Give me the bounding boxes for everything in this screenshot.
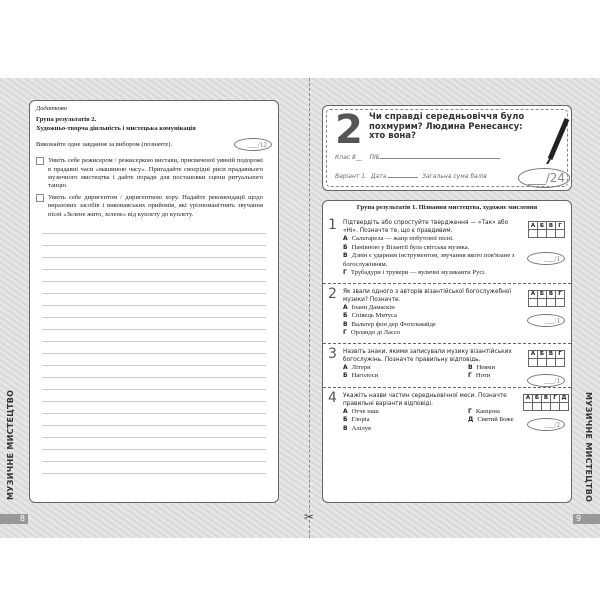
score-oval: ___/1 (527, 252, 565, 265)
answer-grid[interactable]: А Б В Г Д (523, 394, 569, 411)
questions-box (322, 200, 572, 503)
group-subtitle: Художньо-творча діяльність і мистецька комунікація (36, 124, 196, 132)
answer-cell[interactable] (547, 230, 556, 238)
writing-line[interactable] (42, 270, 266, 282)
name-field[interactable] (380, 158, 500, 159)
question-2 (323, 283, 571, 343)
answer-grid[interactable]: А Б В Г (528, 290, 565, 307)
test-title: Чи справді середньовіччя було похмурим? Людина Ренесансу: хто вона? (369, 112, 525, 141)
answer-option: В Вальтер фон дер Фогельвайде (343, 320, 436, 328)
answer-option: В Невми (468, 363, 495, 371)
writing-line[interactable] (42, 354, 266, 366)
answer-cell[interactable] (547, 358, 556, 366)
writing-line[interactable] (42, 342, 266, 354)
score-oval: ___/2 (527, 418, 565, 431)
answer-cell[interactable] (529, 298, 538, 306)
fold-line (309, 78, 310, 538)
answer-cell[interactable] (533, 402, 542, 410)
scissors-icon: ✂ (304, 510, 315, 524)
answer-option: А Іоанн Дамаскін (343, 303, 395, 311)
writing-line[interactable] (42, 318, 266, 330)
side-title-right: МУЗИЧНЕ МИСТЕЦТВО (584, 392, 593, 503)
class-label: Клас 8__ (335, 154, 362, 161)
instruction: Виконайте одне завдання за вибором (позначте). (36, 141, 173, 149)
score-oval: ___/12 (234, 138, 272, 151)
task-option-1[interactable]: Уявіть себе режисером / режисеркою вистави, присвяченої уявній подорожі в прадавні часи «машиною часу». Пригадайте своєрідні риси прадавнього музичного мистецтва і дайте поради для постановки сцени ритуального танцю. (36, 157, 272, 191)
question-text: Як звали одного з авторів візантійської богослужебної музики? Позначте. (343, 288, 512, 303)
group-title: Група результатів 1. Пізнання мистецтва, художнє мислення (356, 204, 538, 211)
question-number: 3 (328, 345, 337, 362)
answer-grid[interactable]: А Б В Г (528, 221, 565, 238)
answer-option: Г Орландо ді Лассо (343, 329, 401, 337)
question-number: 4 (328, 389, 337, 406)
answer-option: А Сальтарела — жанр побутової пісні. (343, 235, 454, 243)
pencil-icon (545, 116, 571, 164)
writing-line[interactable] (42, 450, 266, 462)
extra-task-box (29, 100, 279, 503)
answer-option: Г Канцона (468, 407, 500, 415)
writing-line[interactable] (42, 246, 266, 258)
answer-cell[interactable] (556, 358, 565, 366)
question-number: 2 (328, 285, 337, 302)
answer-cell[interactable] (560, 402, 569, 410)
answer-option: В Дзвін є ударним інструментом, звучання якого пов'язане з богослужінням. (343, 252, 515, 268)
score-oval: ___/1 (527, 374, 565, 387)
answer-option: В Алілуя (343, 424, 371, 432)
divider (323, 283, 571, 284)
page-number-left: 8 (0, 514, 28, 524)
checkbox[interactable] (36, 157, 44, 165)
question-4 (323, 387, 571, 439)
date-field[interactable] (388, 177, 418, 178)
writing-line[interactable] (42, 330, 266, 342)
answer-option: Г Трубадури і трувери — вуличні музиканти Русі. (343, 269, 486, 277)
writing-line[interactable] (42, 402, 266, 414)
writing-line[interactable] (42, 390, 266, 402)
total-score-oval: ___/24 (518, 168, 570, 188)
answer-cell[interactable] (538, 230, 547, 238)
writing-line[interactable] (42, 426, 266, 438)
score-oval: ___/1 (527, 314, 565, 327)
writing-line[interactable] (42, 414, 266, 426)
question-text: Підтвердіть або спростуйте твердження — «Так» або «Ні». Позначте те, що є правдивим. (343, 220, 509, 235)
answer-cell[interactable] (556, 230, 565, 238)
page-number-right: 9 (573, 514, 600, 524)
writing-line[interactable] (42, 306, 266, 318)
answer-cell[interactable] (529, 358, 538, 366)
answer-cell[interactable] (551, 402, 560, 410)
extra-label: Додатково (36, 105, 68, 112)
writing-line[interactable] (42, 366, 266, 378)
task-option-2[interactable]: Уявіть себе диригентом / диригенткою хору. Надайте рекомендації щодо виразових засобів і виконавських прийомів, які урізноманітнять звучання пісні «Зелене жито, зелене» від куплету до куплету. (36, 194, 272, 219)
question-text: Укажіть назви частин середньовічної меси. Позначте правильні варіанти відповіді. (343, 392, 507, 407)
checkbox[interactable] (36, 194, 44, 202)
answer-option: Б Наголоси (343, 372, 379, 380)
writing-line[interactable] (42, 438, 266, 450)
answer-option: Б Глоріа (343, 416, 370, 424)
answer-lines[interactable] (42, 222, 266, 474)
question-1 (323, 214, 571, 283)
date-label: Дата (370, 173, 387, 180)
answer-cell[interactable] (547, 298, 556, 306)
answer-option: Д Святий Боже (468, 416, 514, 424)
answer-option: А Отче наш (343, 407, 379, 415)
writing-line[interactable] (42, 282, 266, 294)
writing-line[interactable] (42, 294, 266, 306)
answer-option: А Літери (343, 363, 371, 371)
group-title: Група результатів 2. (36, 116, 97, 124)
answer-cell[interactable] (556, 298, 565, 306)
divider (323, 387, 571, 388)
answer-cell[interactable] (538, 298, 547, 306)
question-number: 1 (328, 217, 337, 234)
answer-cell[interactable] (538, 358, 547, 366)
name-label: ПІБ (369, 154, 380, 161)
answer-cell[interactable] (529, 230, 538, 238)
writing-line[interactable] (42, 222, 266, 234)
answer-option: Б Панівною у Візантії була світська музика. (343, 243, 470, 251)
test-number: 2 (335, 107, 363, 153)
answer-cell[interactable] (524, 402, 533, 410)
question-text: Назвіть знаки, якими записували музику візантійських богослужінь. Позначте правильну відповідь. (343, 348, 512, 363)
side-title-left: МУЗИЧНЕ МИСТЕЦТВО (6, 389, 15, 500)
writing-line[interactable] (42, 234, 266, 246)
total-label: Загальна сума балів (422, 173, 487, 180)
answer-option: Б Співець Митуса (343, 312, 397, 320)
writing-line[interactable] (42, 258, 266, 270)
divider (323, 343, 571, 344)
writing-line[interactable] (42, 462, 266, 474)
question-3 (323, 343, 571, 387)
test-header (322, 105, 572, 191)
answer-option: Г Ноти (468, 372, 491, 380)
answer-grid[interactable]: А Б В Г (528, 350, 565, 367)
answer-cell[interactable] (542, 402, 551, 410)
variant-label: Варіант 1. (335, 173, 367, 180)
writing-line[interactable] (42, 378, 266, 390)
